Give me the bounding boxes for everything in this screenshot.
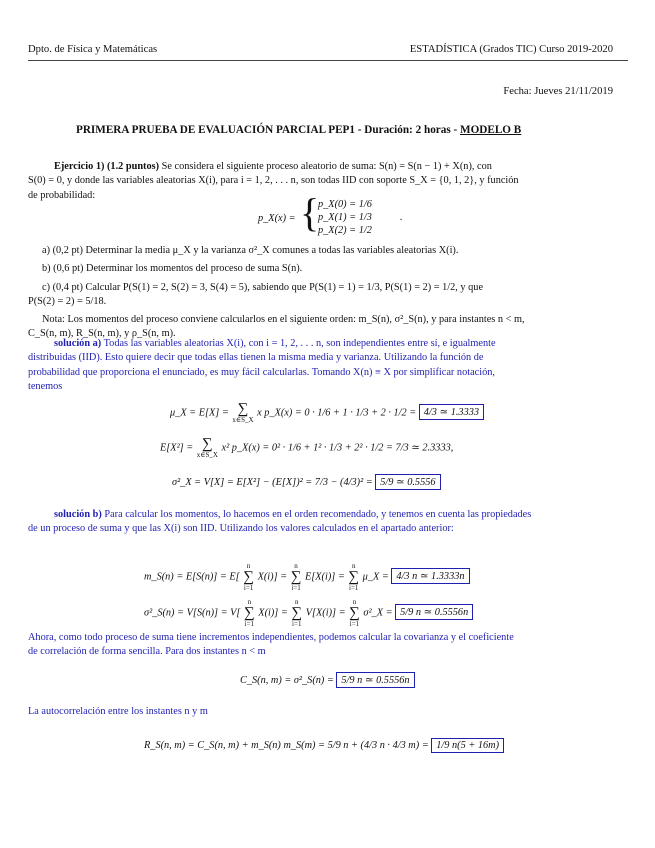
covariance-text [28,631,628,660]
pmf-lhs: p_X(x) = [258,213,296,224]
covariance-text-2: de correlación de forma sencilla. Para dos instantes n < m [28,646,266,658]
exam-title-main: PRIMERA PRUEBA DE EVALUACIÓN PARCIAL PEP1 - Duración: 2 horas - [76,124,458,136]
sum-symbol: n ∑ i=1 [290,562,302,592]
solution-b-text-1: Para calcular los momentos, lo hacemos en el orden recomendado, y tenemos en cuenta las propiedades [104,509,532,520]
eq-ms-mid2: E[X(i)] = [304,571,345,583]
sum-symbol: n ∑ i=1 [349,598,360,628]
equation-mean-process [144,562,470,592]
header-course: ESTADÍSTICA (Grados TIC) Curso 2019-2020 [409,44,613,55]
exam-model: MODELO B [460,124,522,136]
eq-cov-box: 5/9 n ≃ 0.5556n [336,672,414,688]
sum-symbol: n ∑ i=1 [244,598,255,628]
eq-vs-mid2: V[X(i)] = [305,607,346,619]
eq-vs-mid3: σ²_X = [363,607,393,619]
exercise-statement [28,160,628,203]
equation-autocorrelation [144,738,504,753]
solution-b-label: solución b) [54,509,102,520]
exercise-parts [28,244,628,342]
solution-a-text-1: Todas las variables aleatorias X(i), con i = 1, 2, . . . n, son independientes entre sí, e igualmente [103,338,496,349]
eq-mean-rhs: x p_X(x) = 0 · 1/6 + 1 · 1/3 + 2 · 1/2 = [257,407,417,419]
equation-variance [172,474,441,490]
exercise-intro-1: Se considera el siguiente proceso aleatorio de suma: S(n) = S(n − 1) + X(n), con [161,161,492,172]
pmf-end: . [400,212,403,223]
header-department: Dpto. de Física y Matemáticas [28,44,158,55]
sum-symbol: ∑ x∈S_X [196,436,218,459]
solution-b-text-2: de un proceso de suma y que las X(i) son IID. Utilizando los valores calculados en el apartado anterior: [28,523,454,535]
sum-symbol: n ∑ i=1 [243,562,254,592]
pmf-row: p_X(2) = 1/2 [318,225,372,236]
pmf-row: p_X(1) = 1/3 [318,212,372,223]
autocorrelation-text: La autocorrelación entre los instantes n y m [28,706,208,717]
solution-a-text-2: distribuidas (IID). Esto quiere decir que todas ellas tienen la misma media y varianza. Utilizando la función de [28,352,484,364]
eq-variance-box: 5/9 ≃ 0.5556 [375,474,440,490]
eq-auto-lhs: R_S(n, m) = C_S(n, m) + m_S(n) m_S(m) = 5/9 n + (4/3 n · 4/3 m) = [144,740,429,751]
eq-vs-lhs: σ²_S(n) = V[S(n)] = V[ [144,607,241,619]
eq-second-moment-lhs: E[X²] = [160,442,194,454]
pmf-brace: { [300,190,320,235]
note-1: Nota: Los momentos del proceso conviene calcularlos en el siguiente orden: m_S(n), σ²_S(n), y para instantes n < m, [42,314,525,326]
exercise-intro-2: S(0) = 0, y donde las variables aleatorias X(i), para i = 1, 2, . . . n, son todas IID con soporte S_X = {0, 1, 2}, y función [28,175,519,187]
exercise-label: Ejercicio 1) (1.2 puntos) [54,161,160,172]
equation-covariance [240,672,415,688]
sum-symbol: n ∑ i=1 [348,562,360,592]
eq-variance-lhs: σ²_X = V[X] = E[X²] − (E[X])² = 7/3 − (4/3)² = [172,477,373,488]
equation-second-moment [160,437,453,459]
solution-a-text-4: tenemos [28,380,63,392]
pmf-row: p_X(0) = 1/6 [318,199,372,210]
eq-mean-box: 4/3 ≃ 1.3333 [419,404,484,420]
eq-ms-box: 4/3 n ≃ 1.3333n [391,568,469,584]
solution-a-text [28,337,628,394]
sum-symbol: n ∑ i=1 [291,598,303,628]
part-b: b) (0,6 pt) Determinar los momentos del proceso de suma S(n). [42,263,303,275]
eq-mean-lhs: μ_X = E[X] = [170,407,229,419]
equation-variance-process [144,598,473,628]
eq-vs-mid: X(i)] = [258,607,288,619]
eq-auto-box: 1/9 n(5 + 16m) [431,738,504,753]
exam-title [76,124,521,136]
equation-mean [170,402,484,424]
part-c-1: c) (0,4 pt) Calcular P(S(1) = 2, S(2) = 3, S(4) = 5), sabiendo que P(S(1) = 1) = 1/3, P(S(1) = 2) = 1/2, y que [42,281,484,293]
note-2: C_S(n, m), R_S(n, m), y ρ_S(n, m). [28,328,176,340]
sum-symbol: ∑ x∈S_X [232,401,254,424]
exercise-intro-3: de probabilidad: [28,189,96,201]
exam-date: Fecha: Jueves 21/11/2019 [503,86,613,97]
eq-ms-mid: X(i)] = [257,571,288,583]
header-rule [28,60,628,61]
solution-b-text [28,508,628,537]
eq-ms-mid3: μ_X = [362,571,389,583]
eq-second-moment-rhs: x² p_X(x) = 0² · 1/6 + 1² · 1/3 + 2² · 1/2 = 7/3 ≃ 2.3333, [221,442,454,454]
part-c-2: P(S(2) = 2) = 5/18. [28,295,107,307]
solution-a-text-3: probabilidad que proporciona el enunciado, es muy fácil calcularlas. Tomando X(n) ≡ X por simplificar notación, [28,366,495,378]
eq-cov-lhs: C_S(n, m) = σ²_S(n) = [240,675,334,686]
eq-ms-lhs: m_S(n) = E[S(n)] = E[ [144,571,240,583]
part-a: a) (0,2 pt) Determinar la media μ_X y la varianza σ²_X comunes a todas las variables aleatorias X(i). [42,245,459,256]
covariance-text-1: Ahora, como todo proceso de suma tiene incrementos independientes, podemos calcular la covarianza y el coeficiente [28,632,514,643]
eq-vs-box: 5/9 n ≃ 0.5556n [395,604,473,620]
solution-a-label: solución a) [54,338,102,349]
